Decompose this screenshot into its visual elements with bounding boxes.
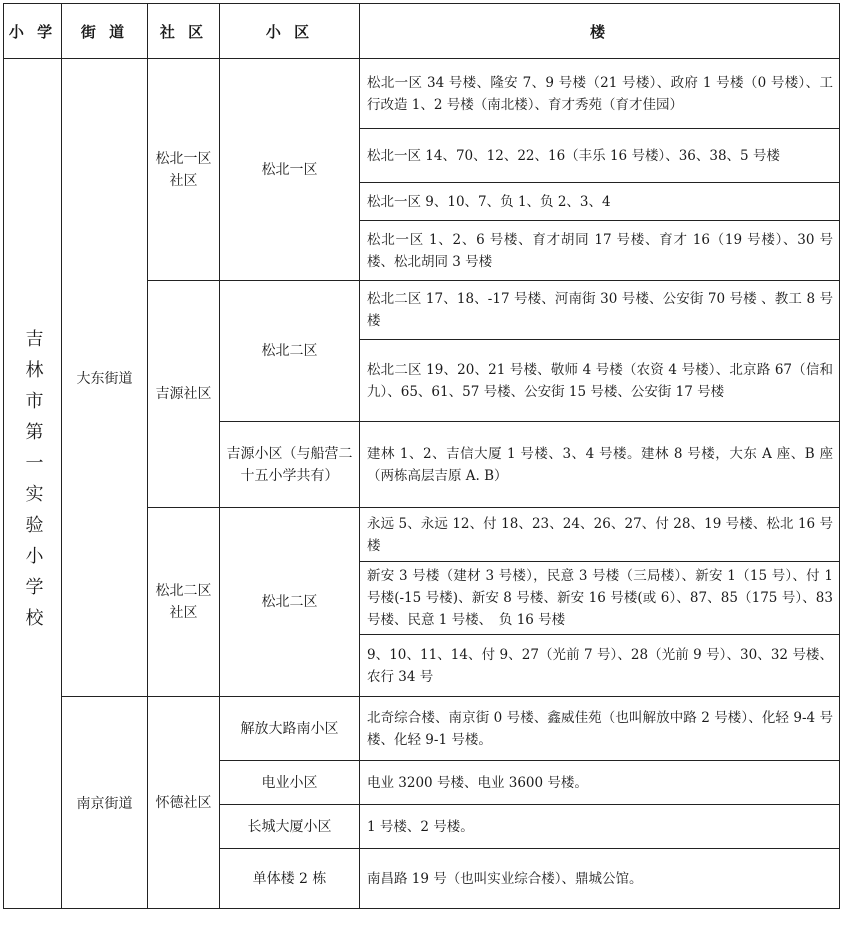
header-district: 小 区 bbox=[220, 4, 360, 59]
building-cell: 松北二区 19、20、21 号楼、敬师 4 号楼（农资 4 号楼）、北京路 67（信和九）、65、61、57 号楼、公安街 15 号楼、公安街 17 号楼 bbox=[360, 340, 840, 422]
building-cell: 新安 3 号楼（建材 3 号楼），民意 3 号楼（三局楼）、新安 1（15 号）、付 1 号楼(-15 号楼)、新安 8 号楼、新安 16 号楼(或 6）、87、85（175 号）、83 号楼、民意 1 号楼、 负 16 号楼 bbox=[360, 562, 840, 635]
building-cell: 永远 5、永远 12、付 18、23、24、26、27、付 28、19 号楼、松北 16 号楼 bbox=[360, 508, 840, 562]
header-community: 社 区 bbox=[148, 4, 220, 59]
header-building: 楼 bbox=[360, 4, 840, 59]
building-cell: 松北一区 14、70、12、22、16（丰乐 16 号楼）、36、38、5 号楼 bbox=[360, 129, 840, 183]
street-cell: 南京街道 bbox=[62, 697, 148, 909]
district-cell: 单体楼 2 栋 bbox=[220, 849, 360, 909]
district-cell: 长城大厦小区 bbox=[220, 805, 360, 849]
building-cell: 9、10、11、14、付 9、27（光前 7 号）、28（光前 9 号）、30、32 号楼、 农行 34 号 bbox=[360, 635, 840, 697]
community-cell: 松北一区社区 bbox=[148, 59, 220, 281]
district-cell: 解放大路南小区 bbox=[220, 697, 360, 761]
building-cell: 建林 1、2、吉信大厦 1 号楼、3、4 号楼。建林 8 号楼，大东 A 座、B 座（两栋高层吉原 A. B） bbox=[360, 422, 840, 508]
table-row bbox=[4, 59, 840, 129]
district-cell: 松北二区 bbox=[220, 508, 360, 697]
community-cell: 吉源社区 bbox=[148, 281, 220, 508]
school-district-table bbox=[3, 3, 840, 909]
header-school: 小 学 bbox=[4, 4, 62, 59]
header-street: 街 道 bbox=[62, 4, 148, 59]
district-cell: 松北二区 bbox=[220, 281, 360, 422]
school-name: 吉林市第一实验小学校 bbox=[22, 328, 44, 639]
community-cell: 怀德社区 bbox=[148, 697, 220, 909]
building-cell: 松北二区 17、18、-17 号楼、河南街 30 号楼、公安街 70 号楼 、教工 8 号楼 bbox=[360, 281, 840, 340]
building-cell: 北奇综合楼、南京街 0 号楼、鑫威佳苑（也叫解放中路 2 号楼）、化轻 9-4 号楼、化轻 9-1 号楼。 bbox=[360, 697, 840, 761]
school-cell bbox=[4, 59, 62, 909]
building-cell: 电业 3200 号楼、电业 3600 号楼。 bbox=[360, 761, 840, 805]
building-cell: 松北一区 9、10、7、负 1、负 2、3、4 bbox=[360, 183, 840, 221]
building-cell: 1 号楼、2 号楼。 bbox=[360, 805, 840, 849]
community-cell: 松北二区社区 bbox=[148, 508, 220, 697]
district-cell: 吉源小区（与船营二十五小学共有） bbox=[220, 422, 360, 508]
building-cell: 松北一区 34 号楼、隆安 7、9 号楼（21 号楼）、政府 1 号楼（0 号楼）、工行改造 1、2 号楼（南北楼）、育才秀苑（育才佳园） bbox=[360, 59, 840, 129]
building-cell: 松北一区 1、2、6 号楼、育才胡同 17 号楼、育才 16（19 号楼）、30 号楼、松北胡同 3 号楼 bbox=[360, 221, 840, 281]
building-cell: 南昌路 19 号（也叫实业综合楼）、鼎城公馆。 bbox=[360, 849, 840, 909]
street-cell: 大东街道 bbox=[62, 59, 148, 697]
district-cell: 电业小区 bbox=[220, 761, 360, 805]
district-cell: 松北一区 bbox=[220, 59, 360, 281]
table-row bbox=[4, 697, 840, 761]
header-row bbox=[4, 4, 840, 59]
